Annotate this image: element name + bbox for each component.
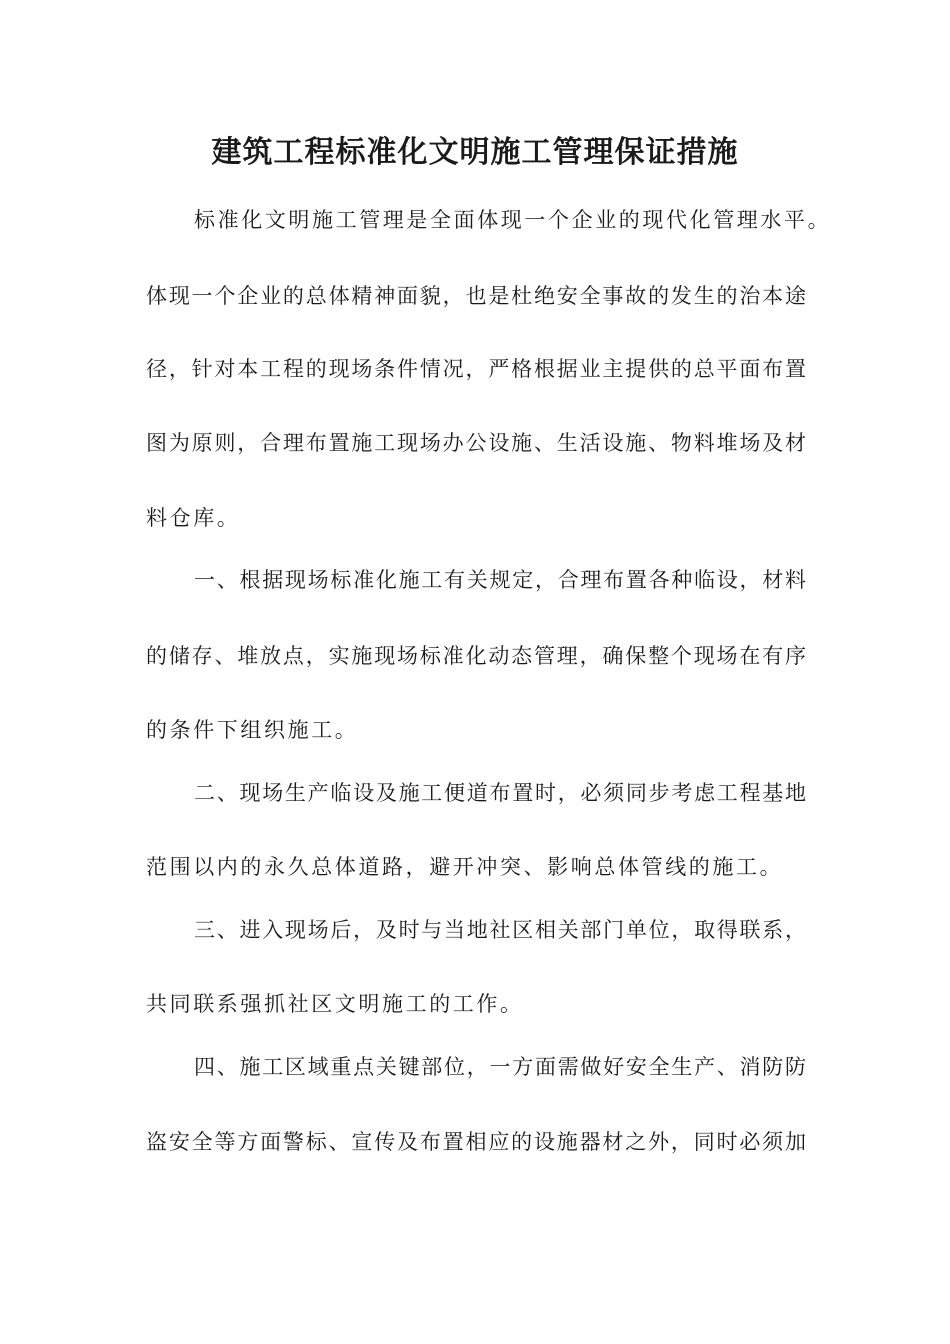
paragraph-line: 标准化文明施工管理是全面体现一个企业的现代化管理水平。: [194, 208, 832, 232]
paragraph-line: 盗安全等方面警标、宣传及布置相应的设施器材之外，同时必须加: [146, 1130, 806, 1154]
paragraph-line: 料仓库。: [146, 506, 241, 530]
document-title: 建筑工程标准化文明施工管理保证措施: [211, 135, 739, 170]
paragraph-line: 径，针对本工程的现场条件情况，严格根据业主提供的总平面布置: [146, 357, 806, 381]
paragraph-line: 范围以内的永久总体道路，避开冲突、影响总体管线的施工。: [146, 855, 784, 879]
paragraph-line: 的条件下组织施工。: [146, 718, 359, 742]
paragraph-line: 三、进入现场后，及时与当地社区相关部门单位，取得联系，: [194, 918, 806, 942]
paragraph-line: 图为原则，合理布置施工现场办公设施、生活设施、物料堆场及材: [146, 431, 806, 455]
paragraph-line: 四、施工区域重点关键部位，一方面需做好安全生产、消防防: [194, 1055, 806, 1079]
paragraph-line: 的储存、堆放点，实施现场标准化动态管理，确保整个现场在有序: [146, 644, 806, 668]
paragraph-line: 共同联系强抓社区文明施工的工作。: [146, 992, 524, 1016]
paragraph-line: 体现一个企业的总体精神面貌，也是杜绝安全事故的发生的治本途: [146, 284, 806, 308]
paragraph-line: 二、现场生产临设及施工便道布置时，必须同步考虑工程基地: [194, 781, 806, 805]
paragraph-line: 一、根据现场标准化施工有关规定，合理布置各种临设，材料: [194, 568, 806, 592]
